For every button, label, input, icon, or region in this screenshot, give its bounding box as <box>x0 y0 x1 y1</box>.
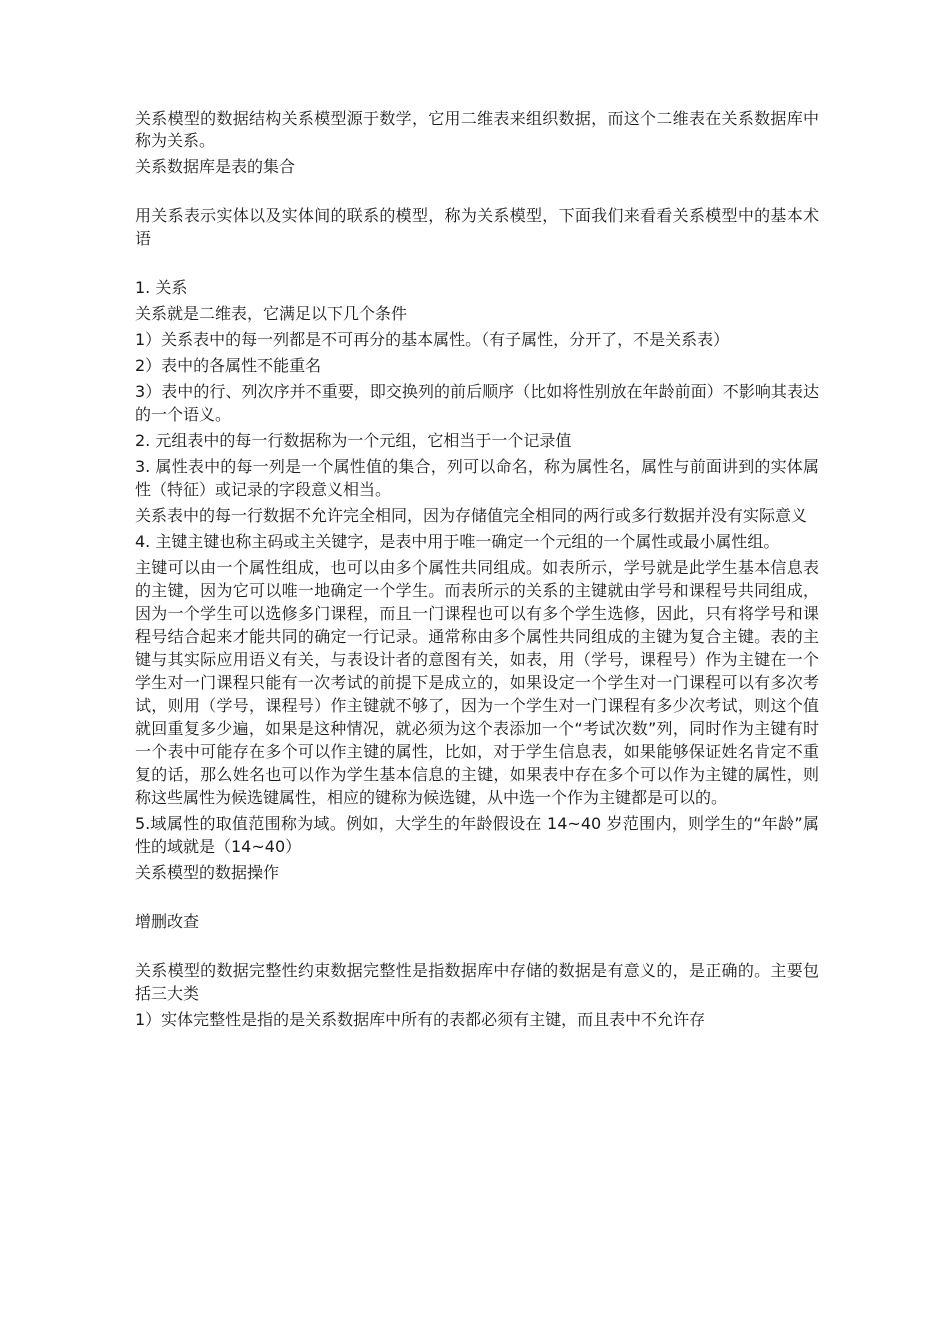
paragraph-row-uniqueness: 关系表中的每一行数据不允许完全相同，因为存储值完全相同的两行或多行数据并没有实际意义 <box>135 506 808 525</box>
paragraph-relation-conditions: 关系就是二维表，它满足以下几个条件 <box>135 304 408 323</box>
list-item-entity-integrity: 1）实体完整性是指的是关系数据库中所有的表都必须有主键，而且表中不允许存 <box>135 1010 706 1029</box>
list-item-condition-3: 3）表中的行、列次序并不重要，即交换列的前后顺序（比如将性别放在年龄前面）不影响其表达的一个语义。 <box>135 382 819 424</box>
paragraph-database-tables: 关系数据库是表的集合 <box>135 157 296 176</box>
heading-tuple: 2. 元组表中的每一行数据称为一个元组，它相当于一个记录值 <box>135 431 572 450</box>
document-body <box>135 108 819 1034</box>
paragraph-crud: 增删改查 <box>135 912 200 931</box>
heading-attribute: 3. 属性表中的每一列是一个属性值的集合，列可以命名，称为属性名，属性与前面讲到的实体属性（特征）或记录的字段意义相当。 <box>135 457 819 499</box>
paragraph-data-operations: 关系模型的数据操作 <box>135 863 280 882</box>
heading-primary-key: 4. 主键主键也称主码或主关键字，是表中用于唯一确定一个元组的一个属性或最小属性组。 <box>135 532 780 551</box>
heading-relation: 1. 关系 <box>135 278 188 297</box>
paragraph-integrity-constraints: 关系模型的数据完整性约束数据完整性是指数据库中存储的数据是有意义的，是正确的。主要包括三大类 <box>135 961 819 1003</box>
list-item-condition-1: 1）关系表中的每一列都是不可再分的基本属性。（有子属性，分开了，不是关系表） <box>135 330 730 349</box>
paragraph-model-definition: 用关系表示实体以及实体间的联系的模型，称为关系模型，下面我们来看看关系模型中的基本术语 <box>135 206 819 248</box>
list-item-condition-2: 2）表中的各属性不能重名 <box>135 356 322 375</box>
paragraph-intro: 关系模型的数据结构关系模型源于数学，它用二维表来组织数据，而这个二维表在关系数据库中称为关系。 <box>135 109 819 150</box>
paragraph-primary-key-detail: 主键可以由一个属性组成，也可以由多个属性共同组成。如表所示，学号就是此学生基本信息表的主键，因为它可以唯一地确定一个学生。而表所示的关系的主键就由学号和课程号共同组成，因为一个学生可以选修多门课程，而且一门课程也可以有多个学生选修，因此，只有将学号和课程号结合起来才能共同的确定一行记录。通常称由多个属性共同组成的主键为复合主键。表的主键与其实际应用语义有关，与表设计者的意图有关，如表，用（学号，课程号）作为主键在一个学生对一门课程只能有一次考试的前提下是成立的，如果设定一个学生对一门课程可以有多次考试，则用（学号，课程号）作主键就不够了，因为一个学生对一门课程有多少次考试，则这个值就回重复多少遍，如果是这种情况，就必须为这个表添加一个“考试次数”列，同时作为主键有时一个表中可能存在多个可以作主键的属性，比如，对于学生信息表，如果能够保证姓名肯定不重复的话，那么姓名也可以作为学生基本信息的主键，如果表中存在多个可以作为主键的属性，则称这些属性为候选键属性，相应的键称为候选键，从中选一个作为主键都是可以的。 <box>135 558 819 807</box>
heading-domain: 5.域属性的取值范围称为域。例如，大学生的年龄假设在 14~40 岁范围内，则学生的“年龄”属性的域就是（14~40） <box>135 814 819 856</box>
